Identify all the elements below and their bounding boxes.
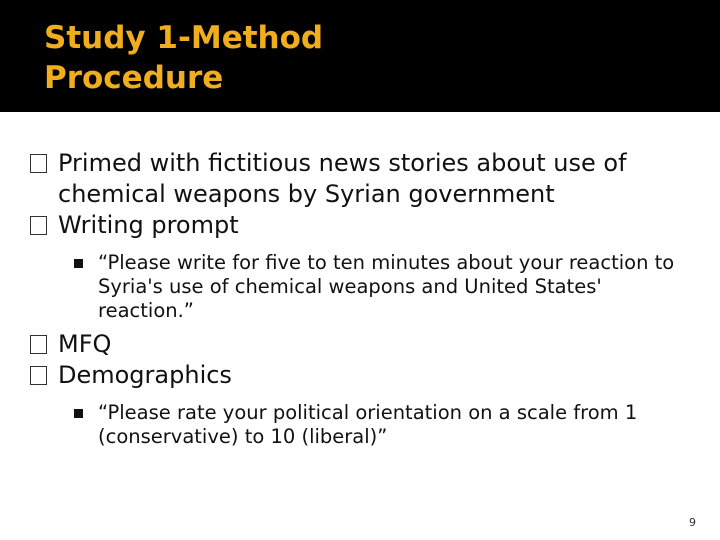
- sub-bullet-writing-instruction: [30, 251, 698, 323]
- bullet-box-icon: [30, 335, 47, 354]
- bullet-box-icon: [30, 366, 47, 385]
- slide-title-line-1: Study 1-Method: [44, 20, 324, 56]
- square-bullet-icon: [74, 259, 83, 268]
- sub-bullet-text: “Please rate your political orientation on a scale from 1 (conservative) to 10 (liberal)”: [98, 401, 638, 448]
- slide-body: [30, 148, 700, 449]
- bullet-box-icon: [30, 154, 47, 173]
- bullet-primed: [30, 148, 690, 210]
- slide-title-line-2: Procedure: [44, 60, 224, 96]
- bullet-text: Primed with fictitious news stories about use of chemical weapons by Syrian government: [58, 149, 627, 208]
- sub-bullet-text: “Please write for five to ten minutes about your reaction to Syria's use of chemical weapons and United States' reaction.”: [98, 251, 675, 322]
- bullet-writing-prompt: [30, 210, 700, 241]
- slide-title: [44, 18, 323, 98]
- bullet-box-icon: [30, 216, 47, 235]
- title-bar: [0, 0, 720, 112]
- bullet-demographics: [30, 360, 700, 391]
- bullet-text: Writing prompt: [58, 211, 239, 239]
- square-bullet-icon: [74, 409, 83, 418]
- bullet-text: MFQ: [58, 330, 112, 358]
- bullet-mfq: [30, 329, 700, 360]
- page-number: 9: [689, 516, 696, 529]
- sub-bullet-political-orientation: [30, 401, 698, 449]
- bullet-text: Demographics: [58, 361, 232, 389]
